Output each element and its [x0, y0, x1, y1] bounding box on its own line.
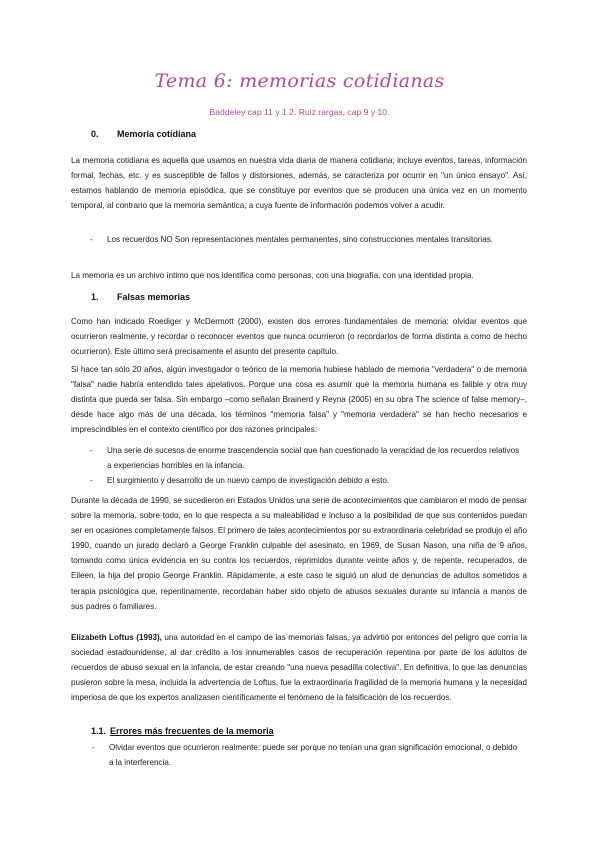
list-dash: - — [90, 476, 93, 485]
section-label: Memoria cotidiana — [117, 129, 197, 139]
paragraph: La memoria cotidiana es aquella que usamos en nuestra vida diaria de manera cotidiana; incluye eventos, tareas, información formal, fechas, etc. y es susceptible de fallos y distorsiones, además, se caracteriza por ocurrir en "un único ensayo". Así, estamos hablando de memoria episódica, que se constituye por eventos que se producen una única vez en un momento temporal, al contrario que la memoria semántica, a cuya fuente de información podemos volver a acudir. — [71, 156, 527, 211]
section-heading-errores — [91, 726, 274, 736]
list-item-text: Los recuerdos NO Son representaciones mentales permanentes, sino construcciones mentales transitorias. — [107, 235, 493, 244]
section-label: Errores más frecuentes de la memoria — [110, 726, 274, 736]
list-item-text: Olvidar eventos que ocurrieron realmente: puede ser porque no tenían una gran significación emocional, o debido a la interferencia. — [109, 743, 518, 768]
section-number: 1.1. — [91, 726, 107, 736]
section-heading-falsas-memorias — [91, 292, 190, 302]
paragraph: Como han indicado Roediger y McDermott (2000), existen dos errores fundamentales de memoria: olvidar eventos que ocurrieron realmente, y recordar o reconocer eventos que nunca ocurrieron (o recordarlos de forma distinta a como de hecho ocurrieron). Este último será precisamente el asunto del presente capítulo. — [71, 317, 527, 357]
list-dash: - — [92, 743, 95, 752]
list-dash: - — [90, 446, 93, 455]
paragraph — [71, 630, 527, 705]
paragraph: Durante la década de 1990, se sucedieron en Estados Unidos una serie de acontecimientos que cambiaron el modo de pensar sobre la memoria, sobre todo, en lo que respecta a su maleabilidad e incluso a la posibilidad de que sus contenidos puedan ser en ocasiones completamente falsos. El primero de tales acontecimientos por su extraordinaria celebridad se produjo el año 1990, cuando un jurado declaró a George Franklin culpable del asesinato, en 1969, de Susan Nason, una niña de 9 años, tomando como única evidencia en su contra los recuerdos, reprimidos durante veinte años y, de repente, recuperados, de Eileen, la hija del propio George Franklin. Rápidamente, a este caso le siguió un alud de denuncias de adultos sometidos a terapia psicológica que, repentinamente, recordaban haber sido objeto de abusos sexuales durante su infancia a manos de sus padres o familiares. — [71, 496, 527, 611]
document-subtitle: Baddeley cap 11 y 1 2. Ruiz rargas, cap 9 y 10. — [209, 107, 390, 117]
section-number: 1. — [91, 292, 99, 302]
paragraph-text: una autoridad en el campo de las memorias falsas, ya advirtió por entonces del peligro que corría la sociedad estadounidense, al dar crédito a los innumerables casos de recuperación repentina por parte de los adultos de recuerdos de abuso sexual en la infancia, de estar creando "una nueva pesadilla colectiva". En definitiva, lo que las denuncias pusieron sobre la mesa, incluida la advertencia de Loftus, fue la extraordinaria fragilidad de la memoria humana y la necesidad imperiosa de que los expertos analizasen científicamente el fenómeno de la falsificación de los recuerdos. — [71, 633, 527, 703]
list-dash: - — [90, 235, 93, 244]
list-item — [90, 443, 520, 473]
document-title: Tema 6: memorias cotidianas — [154, 70, 445, 92]
list-item-text: Una serie de sucesos de enorme trascendencia social que han cuestionado la veracidad de los recuerdos relativos a experiencias horribles en la infancia. — [107, 446, 520, 471]
list-item — [90, 473, 520, 488]
section-heading-memoria-cotidiana — [91, 129, 196, 139]
list-item — [92, 740, 522, 770]
paragraph: La memoria es un archivo íntimo que nos identifica como personas, con una biografía, con una identidad propia. — [71, 271, 474, 280]
section-label: Falsas memorias — [117, 292, 191, 302]
author-name: Elizabeth Loftus (1993), — [71, 633, 162, 642]
paragraph: Si hace tan sólo 20 años, algún investigador o teórico de la memoria hubiese hablado de memoria "verdadera" o de memoria "falsa" nadie habría entendido tales apelativos. Porque una cosa es asumir que la memoria humana es falible y otra muy distinta que pueda ser falsa. Sin embargo –como señalan Brainerd y Reyna (2005) en su obra The science of false memory–, desde hace algo más de una década, los términos "memoria falsa" y "memoria verdadera" se han hecho necesarios e imprescindibles en el contexto científico por dos razones principales: — [71, 365, 527, 435]
list-item — [90, 232, 520, 247]
list-item-text: El surgimiento y desarrollo de un nuevo campo de investigación debido a esto. — [107, 476, 390, 485]
section-number: 0. — [91, 129, 99, 139]
